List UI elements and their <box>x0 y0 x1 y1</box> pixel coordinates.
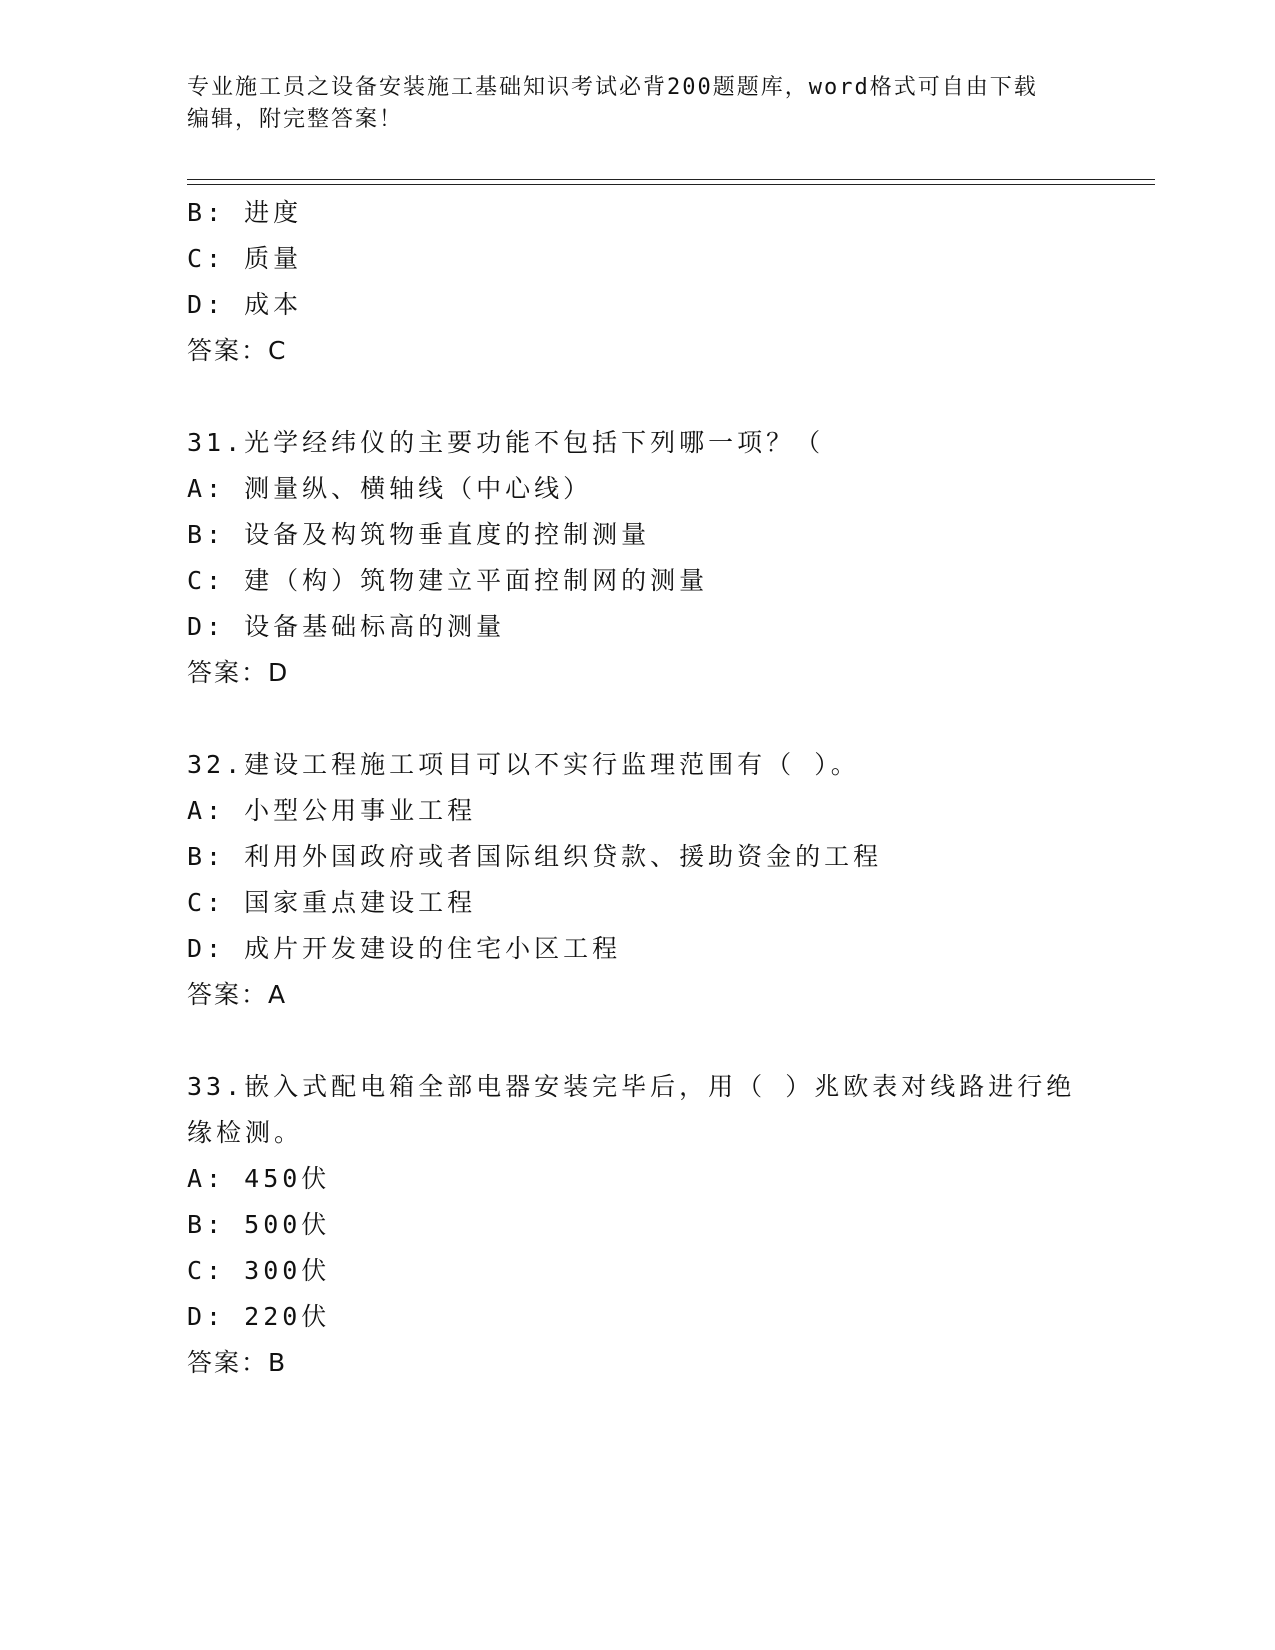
header-rule-top <box>187 179 1155 180</box>
document-header <box>187 72 1087 136</box>
option-b: B: 进度 <box>187 198 303 227</box>
answer: 答案：B <box>187 1348 288 1377</box>
option-d: D: 220伏 <box>187 1302 331 1331</box>
option-a: A: 小型公用事业工程 <box>187 796 477 825</box>
question-32 <box>187 742 1087 1018</box>
answer: 答案：A <box>187 980 288 1009</box>
answer: 答案：C <box>187 336 288 365</box>
answer: 答案：D <box>187 658 290 687</box>
option-b: B: 设备及构筑物垂直度的控制测量 <box>187 520 651 549</box>
question-31 <box>187 420 1087 696</box>
question-30-continued <box>187 190 1087 374</box>
option-c: C: 国家重点建设工程 <box>187 888 477 917</box>
header-line-1: 专业施工员之设备安装施工基础知识考试必背200题题库，word格式可自由下载 <box>187 75 1038 100</box>
option-a: A: 450伏 <box>187 1164 331 1193</box>
header-line-2: 编辑，附完整答案！ <box>187 107 404 132</box>
question-text: 32.建设工程施工项目可以不实行监理范围有（ ）。 <box>187 750 860 779</box>
option-b: B: 500伏 <box>187 1210 331 1239</box>
option-d: D: 成片开发建设的住宅小区工程 <box>187 934 622 963</box>
option-b: B: 利用外国政府或者国际组织贷款、援助资金的工程 <box>187 842 883 871</box>
option-d: D: 成本 <box>187 290 303 319</box>
option-d: D: 设备基础标高的测量 <box>187 612 506 641</box>
option-a: A: 测量纵、横轴线（中心线） <box>187 474 593 503</box>
option-c: C: 质量 <box>187 244 303 273</box>
option-c: C: 建（构）筑物建立平面控制网的测量 <box>187 566 709 595</box>
question-33 <box>187 1064 1087 1386</box>
header-rule-bottom <box>187 184 1155 185</box>
question-text-line-2: 缘检测。 <box>187 1118 304 1147</box>
option-c: C: 300伏 <box>187 1256 331 1285</box>
document-body <box>187 190 1087 1386</box>
question-text: 31.光学经纬仪的主要功能不包括下列哪一项？（ <box>187 428 825 457</box>
question-text-line-1: 33.嵌入式配电箱全部电器安装完毕后，用（ ）兆欧表对线路进行绝 <box>187 1072 1076 1101</box>
